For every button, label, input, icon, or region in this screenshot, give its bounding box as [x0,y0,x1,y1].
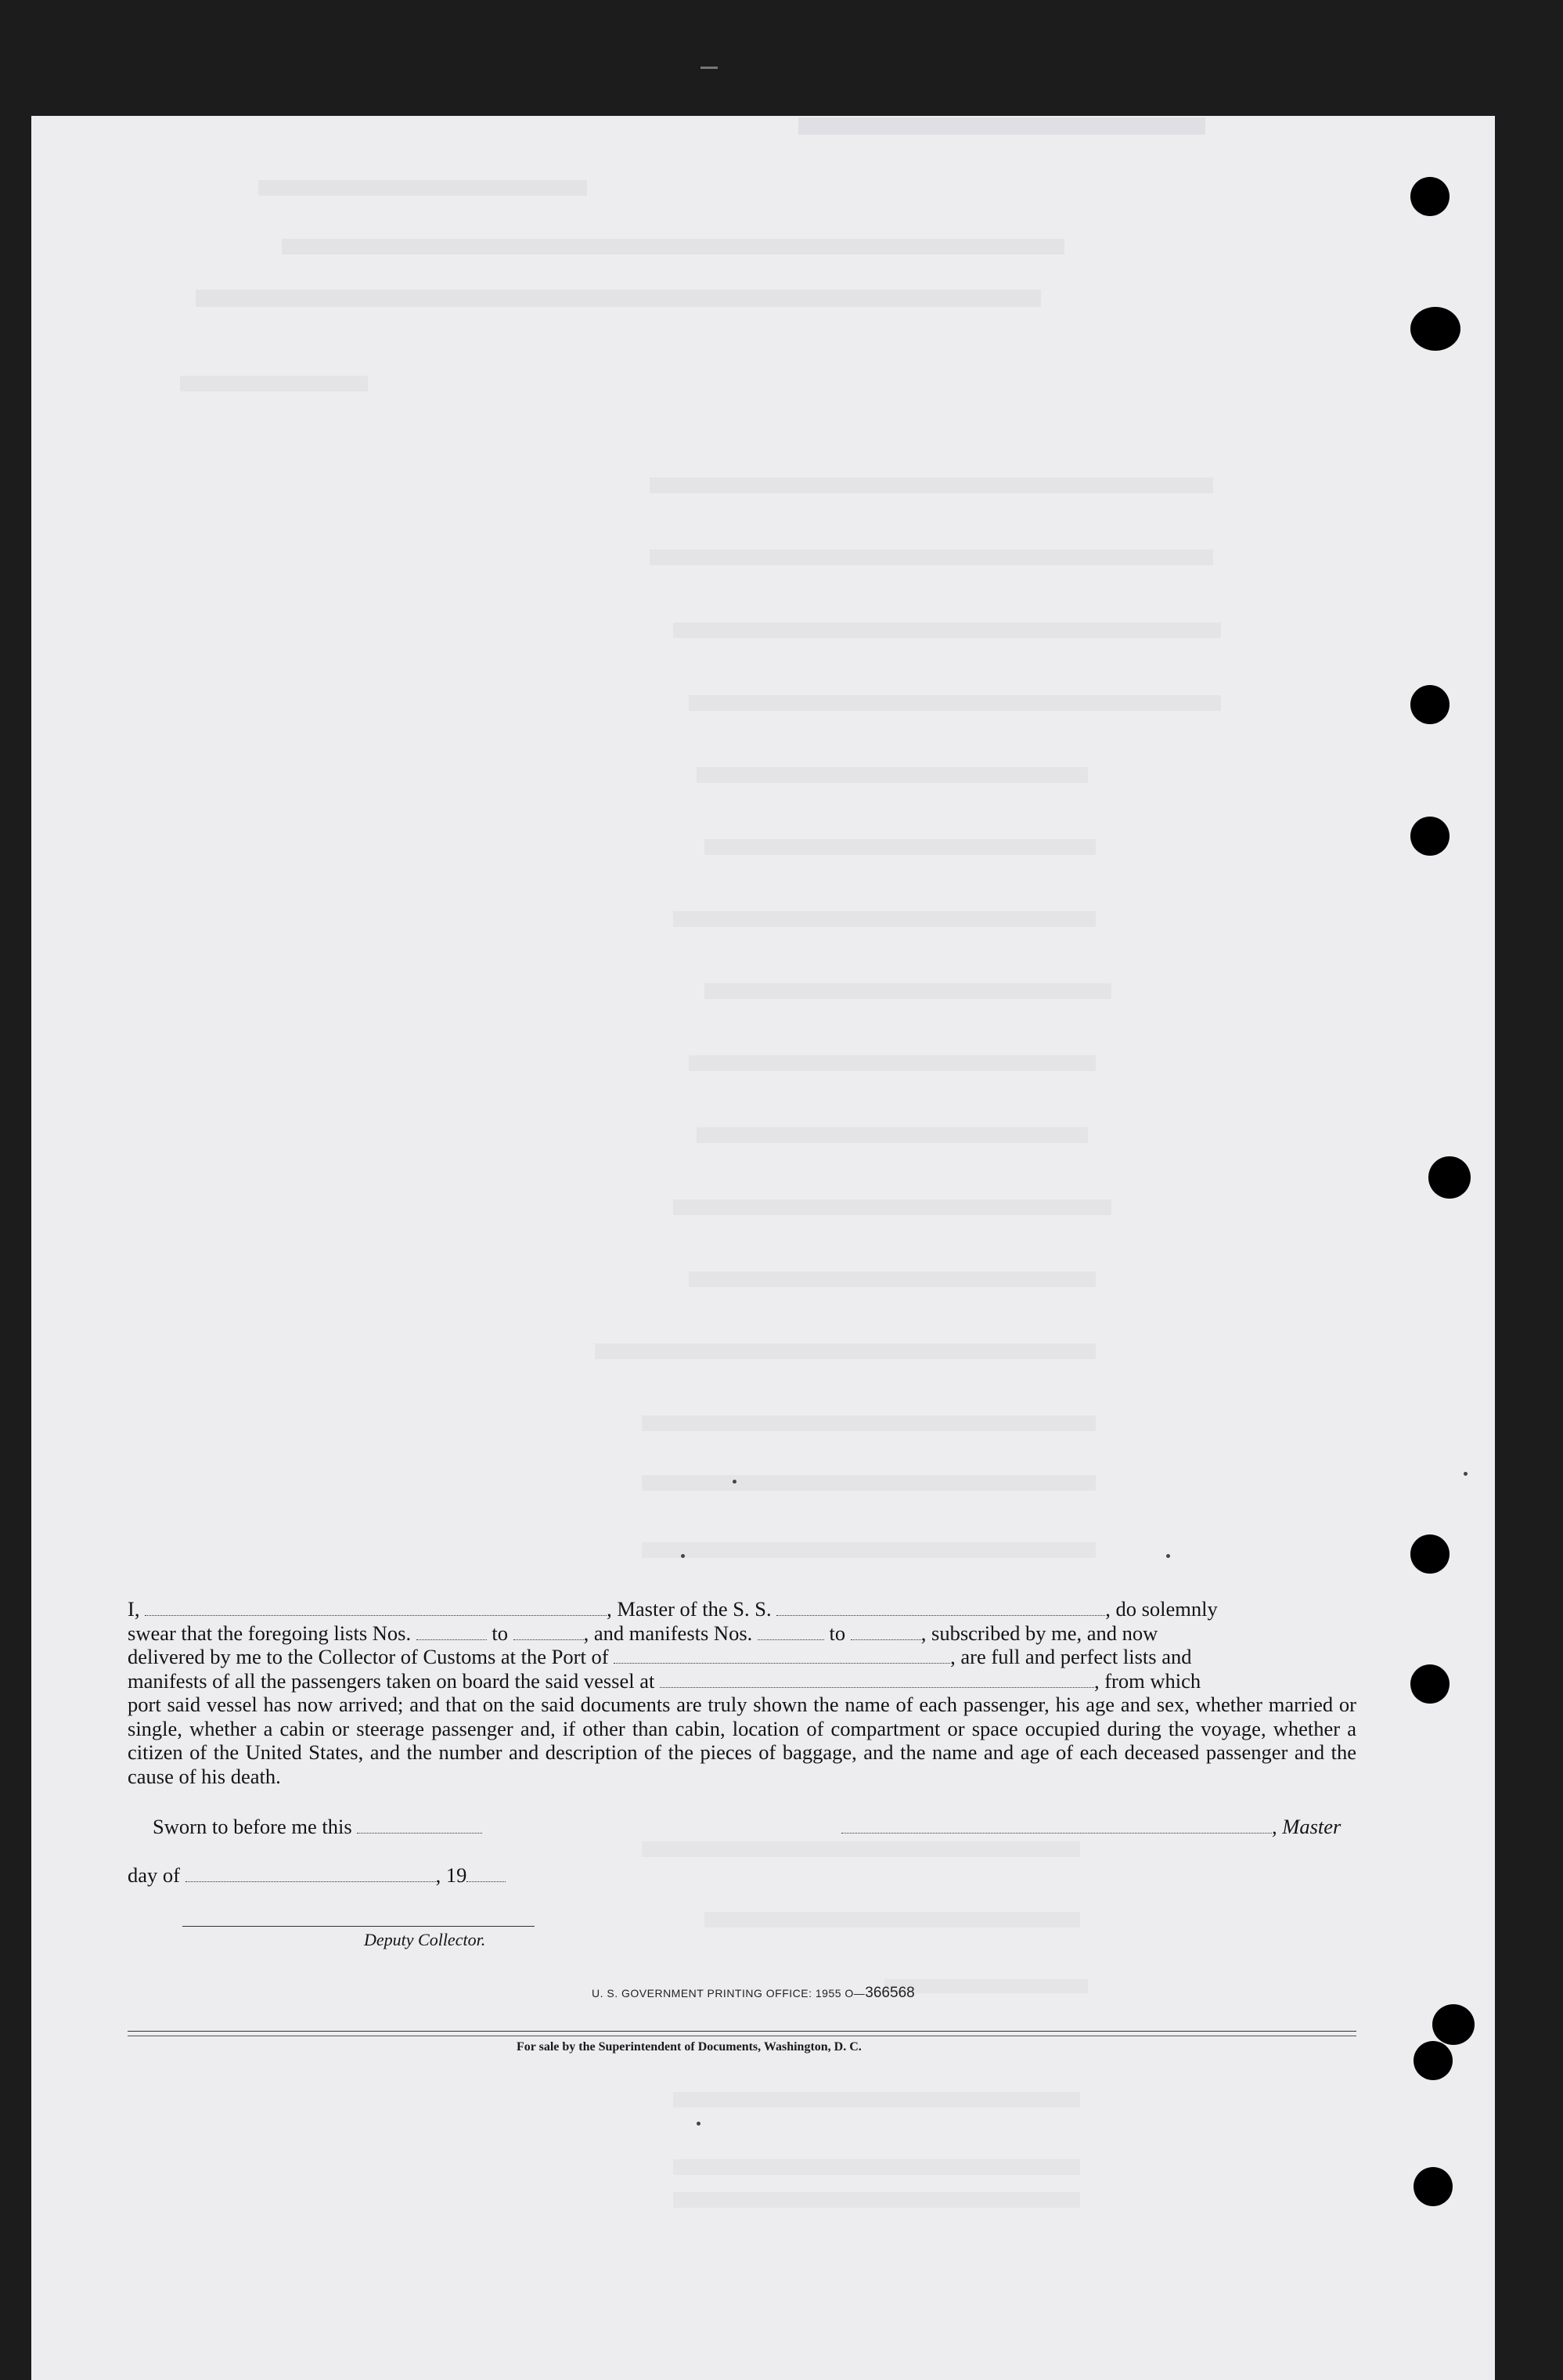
bleed-through [798,117,1205,135]
bleed-through [650,550,1213,565]
speck [1166,1554,1170,1558]
speck [733,1480,736,1484]
year-label: , 19 [435,1863,467,1887]
bleed-through [650,478,1213,493]
manifest-from-blank[interactable] [758,1625,824,1640]
list-from-blank[interactable] [416,1625,487,1640]
punch-hole [1410,177,1450,216]
gpo-number: 366568 [865,1985,915,2001]
list-to-blank[interactable] [513,1625,584,1640]
bleed-through [642,1542,1096,1558]
speck [697,2122,700,2126]
footer-rule [128,2031,1356,2032]
gpo-text: U. S. GOVERNMENT PRINTING OFFICE: 1955 O— [592,1987,866,2000]
oath-line-3 [128,1645,1356,1669]
punch-hole [1414,2041,1453,2080]
oath-text: , are full and perfect lists and [950,1645,1192,1668]
master-name-blank[interactable] [145,1601,607,1616]
punch-hole [1428,1156,1471,1199]
bleed-through [180,376,368,391]
port-blank[interactable] [614,1649,950,1664]
master-signature-blank[interactable] [841,1819,1272,1834]
bleed-through [697,767,1088,783]
punch-hole [1410,307,1460,351]
speck [1464,1472,1468,1476]
year-blank[interactable] [466,1867,506,1882]
bleed-through [673,2159,1080,2175]
printing-office-line [592,1985,915,2002]
scan-mark [700,67,718,69]
oath-paragraph [128,1597,1356,1788]
bleed-through [704,839,1096,855]
day-of-label: day of [128,1863,180,1887]
sworn-date-blank[interactable] [357,1819,482,1834]
oath-text: , Master of the S. S. [607,1597,772,1621]
bleed-through [282,239,1064,254]
manifest-to-blank[interactable] [851,1625,921,1640]
punch-hole [1410,685,1450,724]
punch-hole [1414,2167,1453,2206]
deputy-collector-label: Deputy Collector. [364,1930,486,1949]
master-label: , Master [1272,1815,1342,1838]
master-signature-line [841,1815,1341,1839]
oath-line-4 [128,1669,1356,1693]
bleed-through [642,1415,1096,1431]
bleed-through [258,180,587,196]
bleed-through [595,1343,1096,1359]
bleed-through [884,1979,1088,1993]
bleed-through [673,2192,1080,2208]
for-sale-notice: For sale by the Superintendent of Documents, Washington, D. C. [517,2040,862,2054]
oath-text: swear that the foregoing lists Nos. [128,1621,412,1645]
bleed-through [704,1912,1080,1927]
bleed-through [642,1841,1080,1857]
deputy-signature-rule[interactable] [182,1926,535,1927]
oath-text: , from which [1093,1668,1201,1693]
bleed-through [689,695,1221,711]
oath-text: delivered by me to the Collector of Customs at the Port of [128,1645,609,1668]
oath-line-1 [128,1597,1356,1621]
bleed-through [673,2092,1080,2108]
punch-hole [1410,1534,1450,1574]
bleed-through [196,290,1041,307]
oath-text: , do solemnly [1105,1597,1218,1621]
oath-text: , subscribed by me, and now [920,1621,1158,1645]
oath-rest: port said vessel has now arrived; and that on the said documents are truly shown the name of each passenger, his age and sex, whether married or single, whether a cabin or steerage passenger and, if other than cabin, location of compartment or space occupied during the voyage, whether a citizen of the United States, and the number and description of the pieces of baggage, and the name and age of each deceased passenger and the cause of his death. [128,1693,1356,1788]
speck [681,1554,685,1558]
sworn-line [153,1815,482,1839]
bleed-through [697,1127,1088,1143]
punch-hole [1410,817,1450,856]
departure-port-blank[interactable] [660,1673,1094,1688]
oath-line-2 [128,1621,1356,1646]
oath-text: to [492,1621,508,1645]
bleed-through [673,1199,1111,1215]
oath-text: to [829,1621,846,1645]
day-of-line [128,1863,506,1888]
bleed-through [642,1475,1096,1491]
bleed-through [689,1055,1096,1071]
bleed-through [673,911,1096,927]
bleed-through [704,983,1111,999]
bleed-through [689,1271,1096,1287]
oath-text: manifests of all the passengers taken on board the said vessel at [128,1668,655,1693]
bleed-through [673,622,1221,638]
sworn-label: Sworn to before me this [153,1815,352,1838]
punch-hole [1410,1664,1450,1704]
oath-text: , and manifests Nos. [583,1621,753,1645]
day-of-blank[interactable] [185,1867,436,1882]
punch-hole [1432,2004,1475,2045]
ship-name-blank[interactable] [776,1601,1105,1616]
oath-text: I, [128,1597,140,1621]
